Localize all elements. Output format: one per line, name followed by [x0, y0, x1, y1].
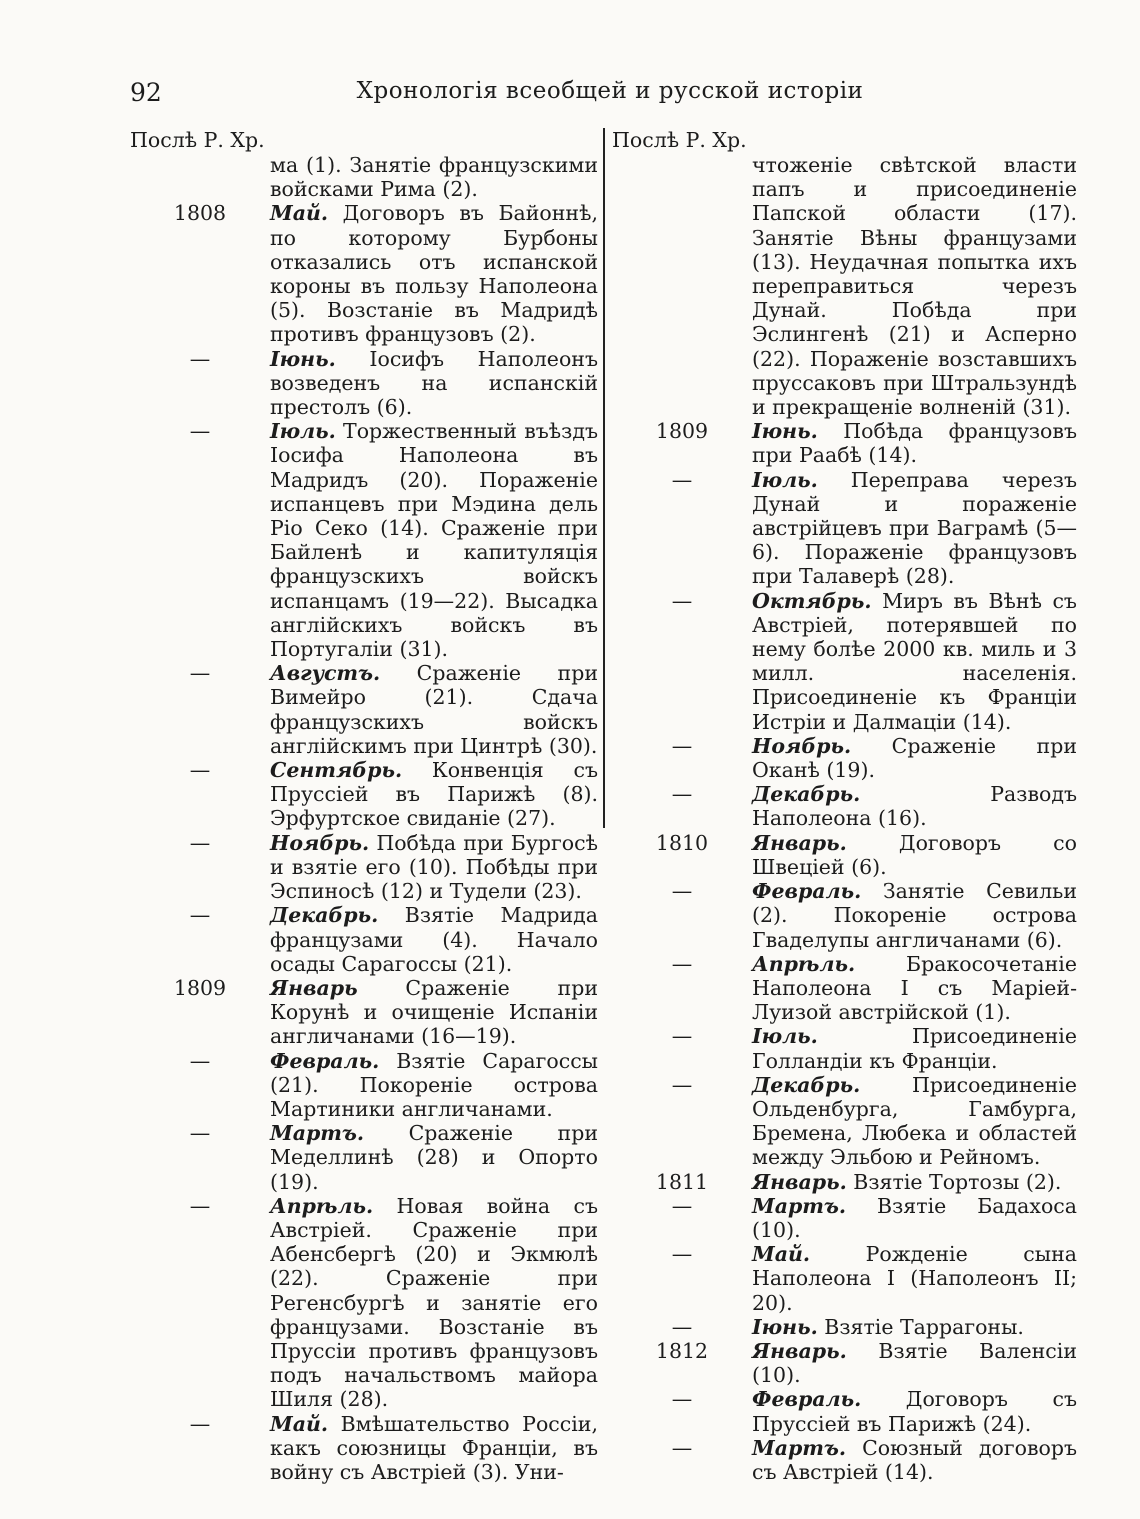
entry-date: —	[671, 951, 693, 976]
entry-month: Іюль.	[752, 1024, 818, 1049]
chronology-entry	[130, 201, 598, 346]
entry-month: Январь.	[752, 1169, 847, 1194]
entry-month: Мартъ.	[752, 1435, 847, 1460]
entry-text	[752, 1170, 1077, 1194]
entry-body: Торжественный въѣздъ Іосифа Наполеона въ Мадридъ (20). Пораженіе испанцевъ при Мэдина дель Ріо Секо (14). Сраженіе при Байленѣ и капитуляція французскихъ войскъ испанцамъ (19—22). Высадка англійскихъ войскъ въ Португаліи (31).	[270, 419, 598, 662]
entry-body: Договоръ въ Байоннѣ, по которому Бурбоны отказались отъ испанской короны въ пользу Наполеона (5). Возстаніе въ Мадридѣ противъ французовъ (2).	[270, 201, 598, 347]
chronology-entry	[612, 153, 1077, 419]
entry-body: Занятіе Севильи (2). Покореніе острова Гваделупы англичанами (6).	[752, 879, 1077, 952]
chronology-entry	[612, 1024, 1077, 1072]
entry-date: —	[671, 1314, 693, 1339]
entry-text	[270, 1121, 598, 1194]
chronology-entry	[612, 782, 1077, 830]
chronology-entry	[612, 879, 1077, 952]
chronology-entry	[612, 1242, 1077, 1315]
entry-text	[270, 347, 598, 420]
entry-text	[270, 831, 598, 904]
column-divider	[603, 128, 605, 828]
entry-text	[752, 782, 1077, 830]
entry-text	[752, 1194, 1077, 1242]
entry-text	[270, 1412, 598, 1485]
chronology-entry	[130, 831, 598, 904]
entry-text	[752, 1339, 1077, 1387]
entry-text	[270, 1194, 598, 1412]
chronology-entry	[612, 1170, 1077, 1194]
entry-body: Взятіе Сарагоссы (21). Покореніе острова Мартиники англичанами.	[270, 1048, 598, 1121]
entry-month: Февраль.	[752, 1387, 862, 1412]
entry-date: —	[189, 419, 211, 444]
entry-date: 1809	[655, 419, 709, 444]
entry-date: —	[671, 782, 693, 807]
entry-month: Мартъ.	[270, 1121, 365, 1146]
entry-month: Іюнь.	[270, 346, 336, 371]
left-column	[130, 128, 598, 1484]
entry-text	[752, 419, 1077, 467]
entry-date: —	[671, 879, 693, 904]
entry-date: —	[189, 758, 211, 783]
entry-date: —	[189, 830, 211, 855]
entry-month: Декабрь.	[752, 782, 861, 807]
entry-month: Январь.	[752, 830, 847, 855]
entry-text	[270, 1049, 598, 1122]
entry-text	[270, 153, 598, 201]
chronology-entry	[130, 1121, 598, 1194]
entry-month: Сентябрь.	[270, 758, 403, 783]
entry-text	[752, 468, 1077, 589]
entry-month: Декабрь.	[270, 903, 379, 928]
entry-body: Взятіе Валенсіи (10).	[752, 1338, 1077, 1388]
chronology-entry	[130, 976, 598, 1049]
entry-date: —	[671, 1024, 693, 1049]
entry-date	[612, 153, 752, 419]
chronology-entry	[130, 1049, 598, 1122]
entry-body: Взятіе Мадрида французами (4). Начало осады Сарагоссы (21).	[270, 903, 598, 976]
chronology-entry	[130, 661, 598, 758]
entry-body: Сраженіе при Корунѣ и очищеніе Испаніи англичанами (16—19).	[270, 975, 598, 1049]
entry-month: Май.	[752, 1242, 811, 1267]
entry-date: —	[671, 1435, 693, 1460]
entry-text	[752, 1242, 1077, 1315]
entry-date	[130, 153, 270, 201]
entry-month: Май.	[270, 201, 329, 226]
chronology-entry	[130, 1194, 598, 1412]
entry-text	[752, 1387, 1077, 1435]
entry-text	[752, 153, 1077, 419]
entry-body: Побѣда французовъ при Раабѣ (14).	[752, 419, 1077, 468]
entry-text	[752, 1436, 1077, 1484]
chronology-entry	[130, 153, 598, 201]
chronology-entry	[612, 1315, 1077, 1339]
entry-date: —	[671, 1193, 693, 1218]
entry-text	[752, 879, 1077, 952]
entry-text	[270, 976, 598, 1049]
entry-date: —	[189, 1121, 211, 1146]
entry-month: Январь.	[752, 1338, 847, 1363]
chronology-entry	[612, 831, 1077, 879]
entry-body: Разводъ Наполеона (16).	[752, 782, 1077, 831]
entry-date: —	[189, 346, 211, 371]
chronology-entry	[130, 758, 598, 831]
entry-text	[752, 589, 1077, 734]
entry-body: Договоръ со Швеціей (6).	[752, 830, 1077, 879]
entry-date: —	[189, 1193, 211, 1218]
entry-body: Іосифъ Наполеонъ возведенъ на испанскій престолъ (6).	[270, 346, 598, 420]
entry-body: Взятіе Бадахоса (10).	[752, 1193, 1077, 1242]
entry-text	[752, 1073, 1077, 1170]
entry-date: —	[671, 467, 693, 492]
column-heading: Послѣ Р. Хр.	[612, 128, 747, 152]
column-heading: Послѣ Р. Хр.	[130, 128, 265, 152]
entry-body: Побѣда при Бургосѣ и взятіе его (10). Побѣды при Эспиносѣ (12) и Тудели (23).	[270, 830, 598, 904]
entry-month: Іюль.	[270, 419, 336, 444]
entry-body: Сраженіе при Меделлинѣ (28) и Опорто (19).	[270, 1121, 598, 1194]
entry-month: Май.	[270, 1411, 329, 1436]
entry-body: Взятіе Тортозы (2).	[853, 1169, 1062, 1194]
entry-month: Январь	[270, 975, 358, 1000]
entry-date: —	[671, 588, 693, 613]
entry-text	[752, 734, 1077, 782]
entry-text	[270, 758, 598, 831]
entry-month: Августъ.	[270, 661, 381, 686]
chronology-entry	[612, 589, 1077, 734]
entry-text	[270, 903, 598, 976]
entry-body: Взятіе Таррагоны.	[824, 1314, 1024, 1339]
entry-date: 1810	[655, 830, 709, 855]
entry-date: —	[671, 1072, 693, 1097]
entry-month: Іюль.	[752, 467, 818, 492]
entry-month: Іюнь.	[752, 1314, 818, 1339]
entry-body: Новая война съ Австріей. Сраженіе при Абенсбергѣ (20) и Экмюлѣ (22). Сраженіе при Регенсбургѣ и занятіе его французами. Возстаніе въ Пруссіи противъ французовъ подъ начальствомъ майора Шиля (28).	[270, 1193, 598, 1412]
entry-date: —	[189, 661, 211, 686]
entry-month: Октябрь.	[752, 588, 872, 613]
entry-date: 1809	[173, 975, 227, 1000]
entry-text	[270, 661, 598, 758]
right-column	[612, 128, 1077, 1484]
entry-date: —	[189, 1411, 211, 1436]
entry-month: Февраль.	[270, 1048, 380, 1073]
chronology-entry	[612, 468, 1077, 589]
entry-body: Бракосочетаніе Наполеона I съ Маріей-Луизой австрійской (1).	[752, 951, 1077, 1025]
chronology-entry	[612, 734, 1077, 782]
chronology-entry	[612, 419, 1077, 467]
entry-body: Сраженіе при Вимейро (21). Сдача французскихъ войскъ англійскимъ при Цинтрѣ (30).	[270, 661, 598, 758]
entry-date: 1812	[655, 1338, 709, 1363]
entry-text	[270, 419, 598, 661]
entry-body: Сраженіе при Оканѣ (19).	[752, 733, 1077, 783]
entry-month: Декабрь.	[752, 1072, 861, 1097]
entry-month: Апрѣль.	[752, 951, 856, 976]
entry-date: 1811	[655, 1169, 709, 1194]
entry-date: —	[189, 1048, 211, 1073]
entry-body: Переправа черезъ Дунай и пораженіе австрійцевъ при Ваграмѣ (5—6). Пораженіе французовъ при Талаверѣ (28).	[752, 467, 1077, 589]
page-number: 92	[130, 78, 162, 107]
entry-date: —	[189, 903, 211, 928]
entry-date: —	[671, 733, 693, 758]
entry-month: Іюнь.	[752, 419, 818, 444]
entry-month: Мартъ.	[752, 1193, 847, 1218]
chronology-entry	[130, 1412, 598, 1485]
entry-body: Конвенція съ Пруссіей въ Парижѣ (8). Эрфуртское свиданіе (27).	[270, 758, 598, 831]
entry-month: Ноябрь.	[752, 733, 852, 758]
running-title: Хронологія всеобщей и русской исторіи	[356, 78, 864, 104]
entry-body: ма (1). Занятіе французскими войсками Рима (2).	[270, 153, 598, 202]
left-entries	[130, 153, 598, 1484]
page-header	[0, 78, 1140, 118]
right-entries	[612, 153, 1077, 1484]
chronology-entry	[612, 1436, 1077, 1484]
entry-text	[752, 1024, 1077, 1072]
chronology-entry	[612, 1073, 1077, 1170]
entry-text	[270, 201, 598, 346]
entry-month: Апрѣль.	[270, 1193, 374, 1218]
entry-body: Союзный договоръ съ Австріей (14).	[752, 1435, 1077, 1484]
entry-body: Договоръ съ Пруссіей въ Парижѣ (24).	[752, 1387, 1077, 1436]
chronology-entry	[612, 1194, 1077, 1242]
entry-text	[752, 952, 1077, 1025]
entry-date: —	[671, 1387, 693, 1412]
entry-text	[752, 1315, 1077, 1339]
entry-date: 1808	[173, 201, 227, 226]
entry-body: чтоженіе свѣтской власти папъ и присоединеніе Папской области (17). Занятіе Вѣны французами (13). Неудачная попытка ихъ переправиться черезъ Дунай. Побѣда при Эслингенѣ (21) и Асперно (22). Пораженіе возставшихъ пруссаковъ при Штральзундѣ и прекращеніе волненій (31).	[752, 153, 1077, 420]
chronology-entry	[612, 1339, 1077, 1387]
chronology-entry	[612, 952, 1077, 1025]
entry-month: Ноябрь.	[270, 830, 370, 855]
entry-body: Миръ въ Вѣнѣ съ Австріей, потерявшей по нему болѣе 2000 кв. миль и 3 милл. населенія. Присоединеніе къ Франціи Истріи и Далмаціи (14).	[752, 588, 1077, 734]
chronology-entry	[612, 1387, 1077, 1435]
entry-text	[752, 831, 1077, 879]
chronology-entry	[130, 347, 598, 420]
entry-body: Присоединеніе Голландіи къ Франціи.	[752, 1024, 1077, 1073]
entry-body: Рожденіе сына Наполеона I (Наполеонъ II; 20).	[752, 1242, 1077, 1315]
entry-month: Февраль.	[752, 879, 862, 904]
entry-body: Вмѣшательство Россіи, какъ союзницы Франціи, въ войну съ Австріей (3). Уни-	[270, 1411, 598, 1484]
chronology-entry	[130, 419, 598, 661]
entry-body: Присоединеніе Ольденбурга, Гамбурга, Бремена, Любека и областей между Эльбою и Рейномъ.	[752, 1072, 1077, 1170]
chronology-entry	[130, 903, 598, 976]
entry-date: —	[671, 1242, 693, 1267]
